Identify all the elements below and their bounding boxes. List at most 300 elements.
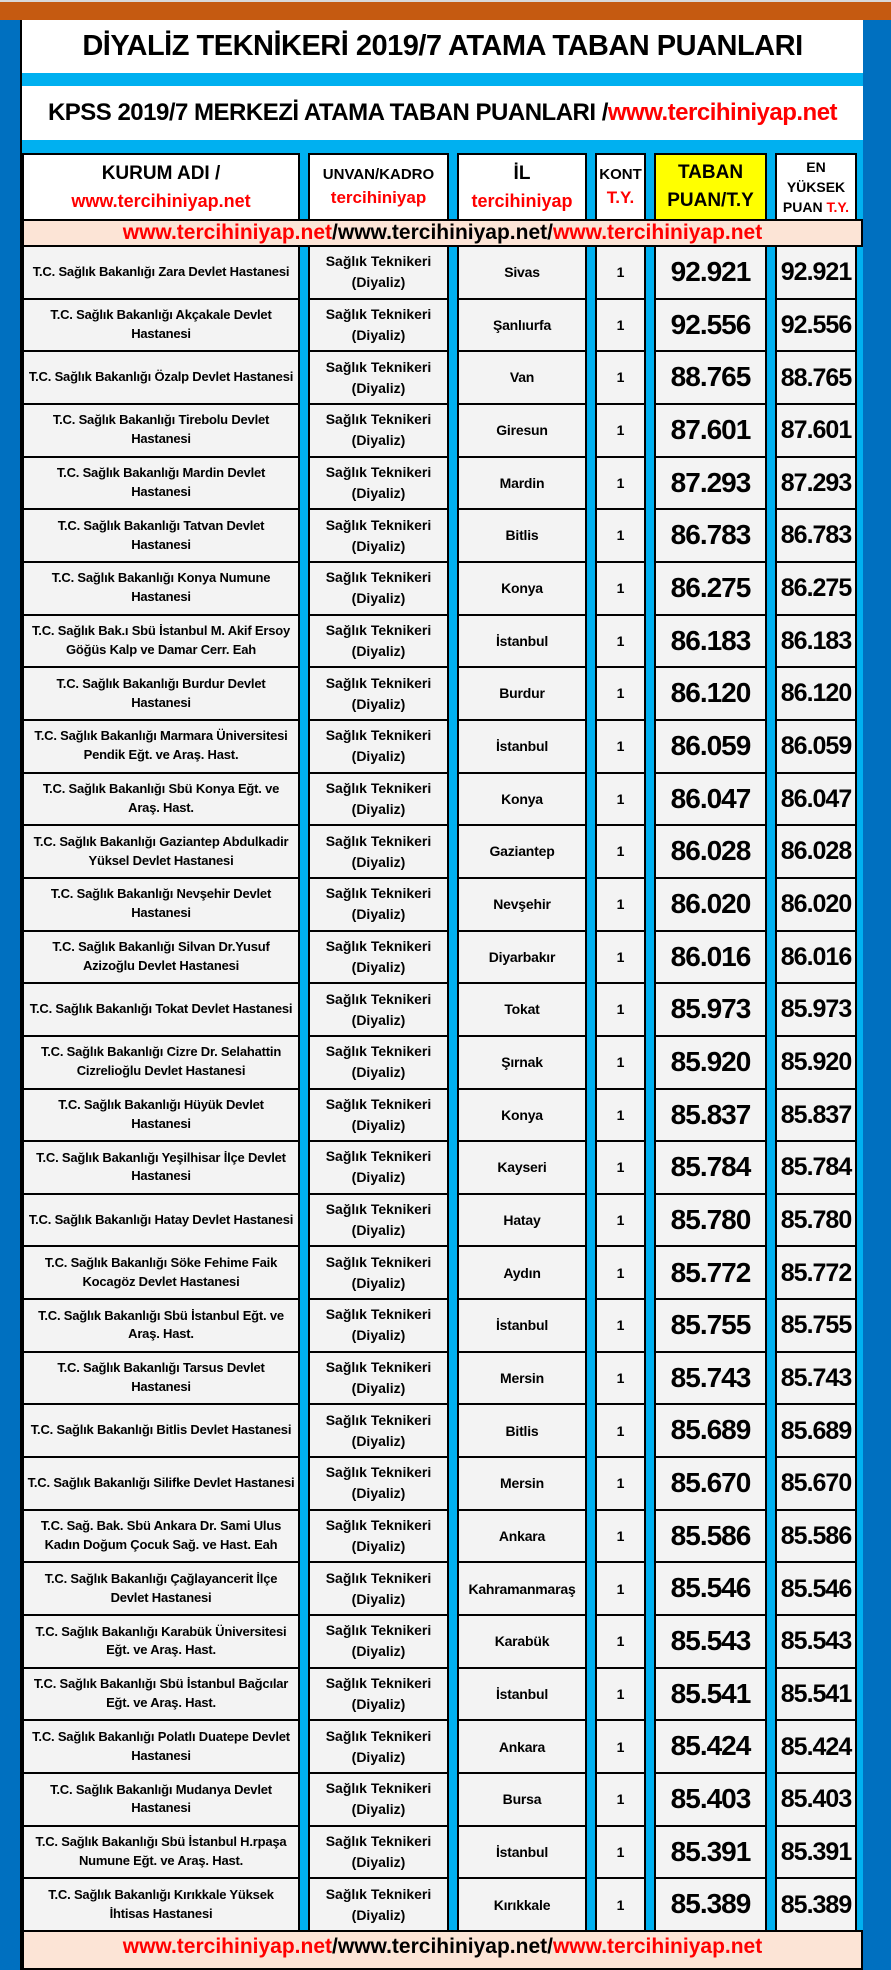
kont-cell: 1 [595, 1088, 646, 1143]
column-gap [449, 1509, 457, 1564]
header-il [457, 153, 587, 221]
kurum-cell: T.C. Sağlık Bakanlığı Hüyük Devlet Hastanesi [22, 1088, 300, 1143]
il-cell: Bitlis [457, 508, 587, 563]
en-yuksek-puan-cell: 86.028 [775, 824, 857, 879]
il-cell: Şırnak [457, 1035, 587, 1090]
column-gap [767, 1561, 775, 1616]
table-row [22, 1035, 863, 1090]
il-cell: Kahramanmaraş [457, 1561, 587, 1616]
divider-band-top [22, 73, 863, 86]
column-gap [646, 930, 654, 985]
table-row [22, 1193, 863, 1248]
column-gap [300, 1667, 308, 1722]
en-yuksek-puan-cell: 85.541 [775, 1667, 857, 1722]
column-gap [449, 1719, 457, 1774]
en-yuksek-puan-cell: 85.920 [775, 1035, 857, 1090]
kont-cell: 1 [595, 1351, 646, 1406]
kurum-cell: T.C. Sağlık Bakanlığı Konya Numune Hastanesi [22, 561, 300, 616]
column-gap [767, 1667, 775, 1722]
column-gap [300, 666, 308, 721]
kurum-cell: T.C. Sağlık Bakanlığı Tokat Devlet Hastanesi [22, 982, 300, 1037]
column-gap [646, 1772, 654, 1827]
en-yuksek-puan-cell: 87.293 [775, 456, 857, 511]
table-header-row [22, 153, 863, 221]
taban-puan-cell: 86.020 [654, 877, 767, 932]
banner-separator: / [332, 221, 338, 244]
unvan-cell: Sağlık Teknikeri (Diyaliz) [308, 824, 449, 879]
unvan-cell: Sağlık Teknikeri (Diyaliz) [308, 298, 449, 353]
unvan-cell: Sağlık Teknikeri (Diyaliz) [308, 403, 449, 458]
taban-puan-cell: 85.780 [654, 1193, 767, 1248]
kurum-cell: T.C. Sağlık Bakanlığı Mudanya Devlet Hastanesi [22, 1772, 300, 1827]
column-gap [767, 350, 775, 405]
kont-cell: 1 [595, 1561, 646, 1616]
column-gap [646, 1561, 654, 1616]
kont-cell: 1 [595, 1456, 646, 1511]
taban-puan-cell: 86.016 [654, 930, 767, 985]
column-gap [587, 1667, 595, 1722]
column-gap [587, 614, 595, 669]
column-gap [300, 982, 308, 1037]
header-unvan [308, 153, 449, 221]
en-yuksek-puan-cell: 86.020 [775, 877, 857, 932]
column-gap [767, 298, 775, 353]
taban-puan-cell: 85.424 [654, 1719, 767, 1774]
table-row [22, 1403, 863, 1458]
en-yuksek-puan-cell: 85.424 [775, 1719, 857, 1774]
column-gap [300, 930, 308, 985]
column-gap [300, 1614, 308, 1669]
column-gap [300, 1403, 308, 1458]
table-row [22, 1245, 863, 1300]
il-cell: İstanbul [457, 1825, 587, 1880]
column-gap [449, 1456, 457, 1511]
header-il-label: İL [513, 163, 531, 185]
column-gap [587, 350, 595, 405]
kont-cell: 1 [595, 982, 646, 1037]
taban-puan-cell: 85.546 [654, 1561, 767, 1616]
column-gap [587, 930, 595, 985]
column-gap [300, 877, 308, 932]
main-area [0, 20, 891, 1970]
column-gap [587, 1509, 595, 1564]
en-yuksek-puan-cell: 85.403 [775, 1772, 857, 1827]
table-row [22, 666, 863, 721]
unvan-cell: Sağlık Teknikeri (Diyaliz) [308, 1035, 449, 1090]
column-gap [767, 772, 775, 827]
il-cell: Diyarbakır [457, 930, 587, 985]
column-gap [300, 403, 308, 458]
header-yuksek-label: EN YÜKSEK [786, 158, 846, 195]
table-row [22, 1088, 863, 1143]
column-gap [587, 1877, 595, 1932]
column-gap [646, 1193, 654, 1248]
column-gap [767, 1877, 775, 1932]
en-yuksek-puan-cell: 85.780 [775, 1193, 857, 1248]
taban-puan-cell: 85.784 [654, 1140, 767, 1195]
column-gap [449, 1351, 457, 1406]
column-gap [449, 1035, 457, 1090]
taban-puan-cell: 86.028 [654, 824, 767, 879]
column-gap [300, 1509, 308, 1564]
kont-cell: 1 [595, 1245, 646, 1300]
header-unvan-label: UNVAN/KADRO [322, 165, 435, 183]
il-cell: Mardin [457, 456, 587, 511]
column-gap [449, 350, 457, 405]
kurum-cell: T.C. Sağlık Bakanlığı Çağlayancerit İlçe Devlet Hastanesi [22, 1561, 300, 1616]
en-yuksek-puan-cell: 85.543 [775, 1614, 857, 1669]
en-yuksek-puan-cell: 85.973 [775, 982, 857, 1037]
kont-cell: 1 [595, 1614, 646, 1669]
table-row [22, 1772, 863, 1827]
unvan-cell: Sağlık Teknikeri (Diyaliz) [308, 350, 449, 405]
kurum-cell: T.C. Sağlık Bakanlığı Söke Fehime Faik Kocagöz Devlet Hastanesi [22, 1245, 300, 1300]
il-cell: İstanbul [457, 719, 587, 774]
column-gap [300, 1088, 308, 1143]
kont-cell: 1 [595, 1403, 646, 1458]
kont-cell: 1 [595, 1825, 646, 1880]
column-gap [587, 1245, 595, 1300]
column-gap [449, 403, 457, 458]
kont-cell: 1 [595, 614, 646, 669]
banner-link-1[interactable]: www.tercihiniyap.net [122, 1935, 333, 1958]
page-title: DİYALİZ TEKNİKERİ 2019/7 ATAMA TABAN PUANLARI [22, 20, 863, 73]
column-gap [587, 772, 595, 827]
kurum-cell: T.C. Sağlık Bakanlığı Cizre Dr. Selahattin Cizrelioğlu Devlet Hastanesi [22, 1035, 300, 1090]
en-yuksek-puan-cell: 85.772 [775, 1245, 857, 1300]
table-row [22, 403, 863, 458]
il-cell: İstanbul [457, 614, 587, 669]
taban-puan-cell: 86.183 [654, 614, 767, 669]
kurum-cell: T.C. Sağlık Bakanlığı Tarsus Devlet Hastanesi [22, 1351, 300, 1406]
table-row [22, 877, 863, 932]
unvan-cell: Sağlık Teknikeri (Diyaliz) [308, 1667, 449, 1722]
taban-puan-cell: 88.765 [654, 350, 767, 405]
en-yuksek-puan-cell: 85.546 [775, 1561, 857, 1616]
column-gap [587, 1825, 595, 1880]
unvan-cell: Sağlık Teknikeri (Diyaliz) [308, 1614, 449, 1669]
column-gap [587, 561, 595, 616]
kurum-cell: T.C. Sağlık Bakanlığı Zara Devlet Hastanesi [22, 245, 300, 300]
table-row [22, 298, 863, 353]
taban-puan-cell: 86.120 [654, 666, 767, 721]
table-row [22, 350, 863, 405]
header-kont-sub: T.Y. [606, 187, 635, 207]
column-gap [767, 1035, 775, 1090]
column-gap [646, 245, 654, 300]
column-gap [449, 824, 457, 879]
column-gap [767, 1614, 775, 1669]
column-gap [300, 153, 308, 221]
unvan-cell: Sağlık Teknikeri (Diyaliz) [308, 1088, 449, 1143]
il-cell: Kırıkkale [457, 1877, 587, 1932]
en-yuksek-puan-cell: 88.765 [775, 350, 857, 405]
kont-cell: 1 [595, 1719, 646, 1774]
table-row [22, 824, 863, 879]
column-gap [449, 1772, 457, 1827]
column-gap [587, 1193, 595, 1248]
il-cell: Sivas [457, 245, 587, 300]
column-gap [646, 403, 654, 458]
column-gap [646, 350, 654, 405]
column-gap [767, 930, 775, 985]
en-yuksek-puan-cell: 85.743 [775, 1351, 857, 1406]
column-gap [449, 1667, 457, 1722]
en-yuksek-puan-cell: 86.183 [775, 614, 857, 669]
kont-cell: 1 [595, 456, 646, 511]
column-gap [767, 456, 775, 511]
banner-link-1[interactable]: www.tercihiniyap.net [122, 221, 333, 244]
il-cell: Karabük [457, 1614, 587, 1669]
column-gap [587, 1140, 595, 1195]
column-gap [767, 508, 775, 563]
column-gap [767, 666, 775, 721]
unvan-cell: Sağlık Teknikeri (Diyaliz) [308, 1772, 449, 1827]
column-gap [449, 298, 457, 353]
header-yuksek-sub [783, 197, 849, 217]
kurum-cell: T.C. Sağlık Bakanlığı Kırıkkale Yüksek İhtisas Hastanesi [22, 1877, 300, 1932]
column-gap [449, 245, 457, 300]
en-yuksek-puan-cell: 85.837 [775, 1088, 857, 1143]
unvan-cell: Sağlık Teknikeri (Diyaliz) [308, 1193, 449, 1248]
table-row [22, 719, 863, 774]
column-gap [587, 877, 595, 932]
column-gap [587, 1403, 595, 1458]
column-gap [646, 982, 654, 1037]
taban-puan-cell: 85.689 [654, 1403, 767, 1458]
taban-puan-cell: 86.783 [654, 508, 767, 563]
kurum-cell: T.C. Sağ. Bak. Sbü Ankara Dr. Sami Ulus Kadın Doğum Çocuk Sağ. ve Hast. Eah [22, 1509, 300, 1564]
column-gap [767, 1825, 775, 1880]
unvan-cell: Sağlık Teknikeri (Diyaliz) [308, 508, 449, 563]
banner-separator: / [332, 1935, 338, 1958]
column-gap [449, 1825, 457, 1880]
header-yuksek-sub-red: T.Y. [826, 199, 850, 216]
column-gap [449, 666, 457, 721]
en-yuksek-puan-cell: 86.120 [775, 666, 857, 721]
taban-puan-cell: 85.403 [654, 1772, 767, 1827]
column-gap [646, 1088, 654, 1143]
kont-cell: 1 [595, 719, 646, 774]
column-gap [300, 1245, 308, 1300]
kont-cell: 1 [595, 1877, 646, 1932]
column-gap [646, 824, 654, 879]
column-gap [587, 1561, 595, 1616]
subtitle-link[interactable]: www.tercihiniyap.net [607, 99, 838, 126]
il-cell: Van [457, 350, 587, 405]
taban-puan-cell: 86.275 [654, 561, 767, 616]
column-gap [449, 719, 457, 774]
table-row [22, 1509, 863, 1564]
column-gap [767, 1456, 775, 1511]
kont-cell: 1 [595, 1509, 646, 1564]
table-row [22, 1351, 863, 1406]
column-gap [646, 456, 654, 511]
column-gap [646, 1245, 654, 1300]
il-cell: Burdur [457, 666, 587, 721]
kurum-cell: T.C. Sağlık Bakanlığı Hatay Devlet Hastanesi [22, 1193, 300, 1248]
kont-cell: 1 [595, 298, 646, 353]
en-yuksek-puan-cell: 85.784 [775, 1140, 857, 1195]
kurum-cell: T.C. Sağlık Bakanlığı Sbü İstanbul Eğt. ve Araş. Hast. [22, 1298, 300, 1353]
header-yuksek-sub-black: PUAN [782, 199, 827, 216]
column-gap [300, 1351, 308, 1406]
unvan-cell: Sağlık Teknikeri (Diyaliz) [308, 982, 449, 1037]
kont-cell: 1 [595, 1772, 646, 1827]
promo-banner-top [22, 219, 863, 247]
taban-puan-cell: 85.920 [654, 1035, 767, 1090]
column-gap [300, 245, 308, 300]
kont-cell: 1 [595, 403, 646, 458]
unvan-cell: Sağlık Teknikeri (Diyaliz) [308, 719, 449, 774]
kont-cell: 1 [595, 350, 646, 405]
kurum-cell: T.C. Sağlık Bakanlığı Gaziantep Abdulkadir Yüksel Devlet Hastanesi [22, 824, 300, 879]
unvan-cell: Sağlık Teknikeri (Diyaliz) [308, 1403, 449, 1458]
column-gap [300, 614, 308, 669]
promo-banner-bottom [22, 1930, 863, 1970]
il-cell: Mersin [457, 1456, 587, 1511]
page-subtitle [22, 86, 863, 140]
taban-puan-cell: 86.047 [654, 772, 767, 827]
column-gap [300, 719, 308, 774]
column-gap [767, 1193, 775, 1248]
table-row [22, 1456, 863, 1511]
en-yuksek-puan-cell: 86.016 [775, 930, 857, 985]
il-cell: Nevşehir [457, 877, 587, 932]
kurum-cell: T.C. Sağlık Bakanlığı Tatvan Devlet Hastanesi [22, 508, 300, 563]
column-gap [300, 1825, 308, 1880]
column-gap [646, 1614, 654, 1669]
column-gap [300, 1719, 308, 1774]
kurum-cell: T.C. Sağlık Bakanlığı Marmara Üniversitesi Pendik Eğt. ve Araş. Hast. [22, 719, 300, 774]
kurum-cell: T.C. Sağlık Bakanlığı Polatlı Duatepe Devlet Hastanesi [22, 1719, 300, 1774]
table-row [22, 930, 863, 985]
column-gap [767, 1772, 775, 1827]
column-gap [449, 1403, 457, 1458]
column-gap [646, 1456, 654, 1511]
column-gap [449, 456, 457, 511]
banner-link-3[interactable]: www.tercihiniyap.net [552, 1935, 763, 1958]
kurum-cell: T.C. Sağlık Bakanlığı Sbü Konya Eğt. ve Araş. Hast. [22, 772, 300, 827]
unvan-cell: Sağlık Teknikeri (Diyaliz) [308, 1877, 449, 1932]
kont-cell: 1 [595, 1193, 646, 1248]
il-cell: Kayseri [457, 1140, 587, 1195]
table-row [22, 508, 863, 563]
column-gap [587, 1088, 595, 1143]
column-gap [300, 1561, 308, 1616]
taban-puan-cell: 87.601 [654, 403, 767, 458]
column-gap [587, 1351, 595, 1406]
table-body [22, 247, 863, 1932]
en-yuksek-puan-cell: 86.047 [775, 772, 857, 827]
kurum-cell: T.C. Sağlık Bakanlığı Nevşehir Devlet Hastanesi [22, 877, 300, 932]
header-kurum-link[interactable]: www.tercihiniyap.net [71, 190, 251, 211]
column-gap [767, 1298, 775, 1353]
column-gap [587, 982, 595, 1037]
column-gap [767, 1719, 775, 1774]
kont-cell: 1 [595, 508, 646, 563]
column-gap [767, 824, 775, 879]
column-gap [300, 561, 308, 616]
column-gap [646, 298, 654, 353]
taban-puan-cell: 87.293 [654, 456, 767, 511]
kurum-cell: T.C. Sağlık Bakanlığı Yeşilhisar İlçe Devlet Hastanesi [22, 1140, 300, 1195]
top-brown-bar [0, 2, 891, 20]
banner-link-3[interactable]: www.tercihiniyap.net [552, 221, 763, 244]
column-gap [449, 508, 457, 563]
column-gap [646, 1825, 654, 1880]
column-gap [449, 772, 457, 827]
taban-puan-cell: 85.743 [654, 1351, 767, 1406]
table-row [22, 1614, 863, 1669]
column-gap [767, 153, 775, 221]
il-cell: Aydın [457, 1245, 587, 1300]
header-unvan-link[interactable]: tercihiniyap [330, 187, 427, 207]
table-row [22, 561, 863, 616]
banner-link-2[interactable]: www.tercihiniyap.net [337, 1935, 548, 1958]
kont-cell: 1 [595, 930, 646, 985]
column-gap [300, 508, 308, 563]
column-gap [587, 1719, 595, 1774]
column-gap [449, 1561, 457, 1616]
kont-cell: 1 [595, 1298, 646, 1353]
unvan-cell: Sağlık Teknikeri (Diyaliz) [308, 1140, 449, 1195]
column-gap [767, 982, 775, 1037]
il-cell: Konya [457, 561, 587, 616]
unvan-cell: Sağlık Teknikeri (Diyaliz) [308, 772, 449, 827]
taban-puan-cell: 92.556 [654, 298, 767, 353]
column-gap [300, 1456, 308, 1511]
column-gap [646, 1667, 654, 1722]
column-gap [767, 1509, 775, 1564]
kurum-cell: T.C. Sağlık Bakanlığı Tirebolu Devlet Hastanesi [22, 403, 300, 458]
en-yuksek-puan-cell: 86.275 [775, 561, 857, 616]
il-cell: İstanbul [457, 1298, 587, 1353]
table-row [22, 1719, 863, 1774]
column-gap [300, 1877, 308, 1932]
column-gap [587, 1035, 595, 1090]
column-gap [300, 456, 308, 511]
column-gap [587, 719, 595, 774]
kont-cell: 1 [595, 1140, 646, 1195]
taban-puan-cell: 86.059 [654, 719, 767, 774]
taban-puan-cell: 85.837 [654, 1088, 767, 1143]
taban-puan-cell: 85.586 [654, 1509, 767, 1564]
header-il-link[interactable]: tercihiniyap [471, 190, 573, 211]
table-row [22, 456, 863, 511]
column-gap [646, 1035, 654, 1090]
unvan-cell: Sağlık Teknikeri (Diyaliz) [308, 1351, 449, 1406]
kurum-cell: T.C. Sağlık Bakanlığı Akçakale Devlet Hastanesi [22, 298, 300, 353]
column-gap [646, 666, 654, 721]
table-row [22, 1667, 863, 1722]
banner-separator: / [547, 221, 553, 244]
right-border-band [863, 20, 891, 1970]
banner-separator: / [547, 1935, 553, 1958]
kont-cell: 1 [595, 245, 646, 300]
unvan-cell: Sağlık Teknikeri (Diyaliz) [308, 877, 449, 932]
unvan-cell: Sağlık Teknikeri (Diyaliz) [308, 614, 449, 669]
column-gap [767, 561, 775, 616]
kurum-cell: T.C. Sağlık Bakanlığı Sbü İstanbul H.rpaşa Numune Eğt. ve Araş. Hast. [22, 1825, 300, 1880]
table-row [22, 1561, 863, 1616]
il-cell: Konya [457, 772, 587, 827]
en-yuksek-puan-cell: 85.670 [775, 1456, 857, 1511]
unvan-cell: Sağlık Teknikeri (Diyaliz) [308, 1298, 449, 1353]
banner-link-2[interactable]: www.tercihiniyap.net [337, 221, 548, 244]
column-gap [767, 1403, 775, 1458]
column-gap [646, 1509, 654, 1564]
